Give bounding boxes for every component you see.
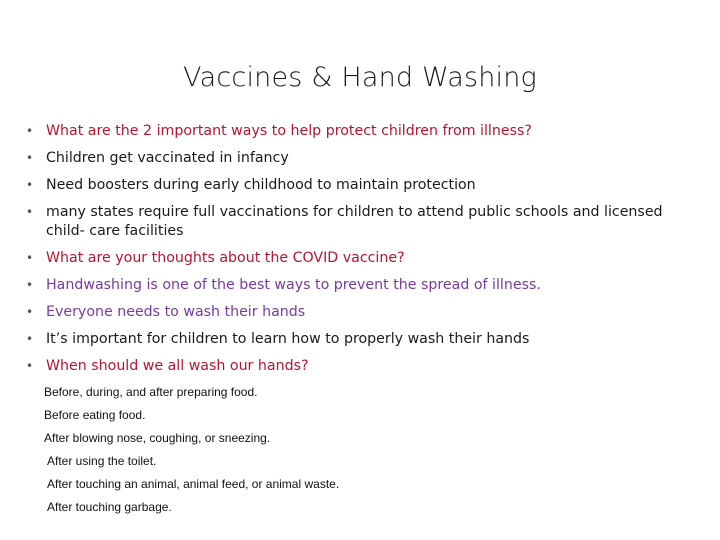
bullet-item bbox=[26, 176, 696, 195]
bullet-icon: • bbox=[26, 205, 34, 219]
handwashing-times-list bbox=[44, 383, 339, 521]
bullet-item bbox=[26, 303, 696, 322]
slide-title: Vaccines & Hand Washing bbox=[183, 62, 537, 93]
bullet-item bbox=[26, 122, 696, 141]
bullet-text: Children get vaccinated in infancy bbox=[46, 150, 289, 166]
bullet-item bbox=[26, 203, 696, 241]
sub-item: After touching garbage. bbox=[47, 500, 172, 514]
sub-item: After blowing nose, coughing, or sneezing. bbox=[44, 431, 271, 445]
sub-item: Before eating food. bbox=[44, 408, 146, 422]
bullet-text: When should we all wash our hands? bbox=[46, 358, 309, 374]
bullet-text: Handwashing is one of the best ways to prevent the spread of illness. bbox=[46, 277, 541, 293]
bullet-list bbox=[26, 122, 696, 384]
bullet-icon: • bbox=[26, 278, 34, 292]
bullet-icon: • bbox=[26, 151, 34, 165]
bullet-item bbox=[26, 357, 696, 376]
bullet-item bbox=[26, 276, 696, 295]
bullet-icon: • bbox=[26, 124, 34, 138]
bullet-text: many states require full vaccinations for children to attend public schools and licensed child- care facilities bbox=[46, 204, 663, 239]
sub-item: After touching an animal, animal feed, or animal waste. bbox=[47, 477, 340, 491]
bullet-icon: • bbox=[26, 305, 34, 319]
sub-item: After using the toilet. bbox=[47, 454, 157, 468]
bullet-icon: • bbox=[26, 359, 34, 373]
bullet-icon: • bbox=[26, 178, 34, 192]
bullet-item bbox=[26, 330, 696, 349]
bullet-text: Everyone needs to wash their hands bbox=[46, 304, 306, 320]
bullet-text: It’s important for children to learn how to properly wash their hands bbox=[46, 331, 530, 347]
sub-item: Before, during, and after preparing food. bbox=[44, 385, 258, 399]
bullet-icon: • bbox=[26, 332, 34, 346]
bullet-text: What are your thoughts about the COVID vaccine? bbox=[46, 250, 405, 266]
bullet-item bbox=[26, 249, 696, 268]
bullet-text: Need boosters during early childhood to maintain protection bbox=[46, 177, 476, 193]
bullet-icon: • bbox=[26, 251, 34, 265]
bullet-text: What are the 2 important ways to help protect children from illness? bbox=[46, 123, 532, 139]
bullet-item bbox=[26, 149, 696, 168]
